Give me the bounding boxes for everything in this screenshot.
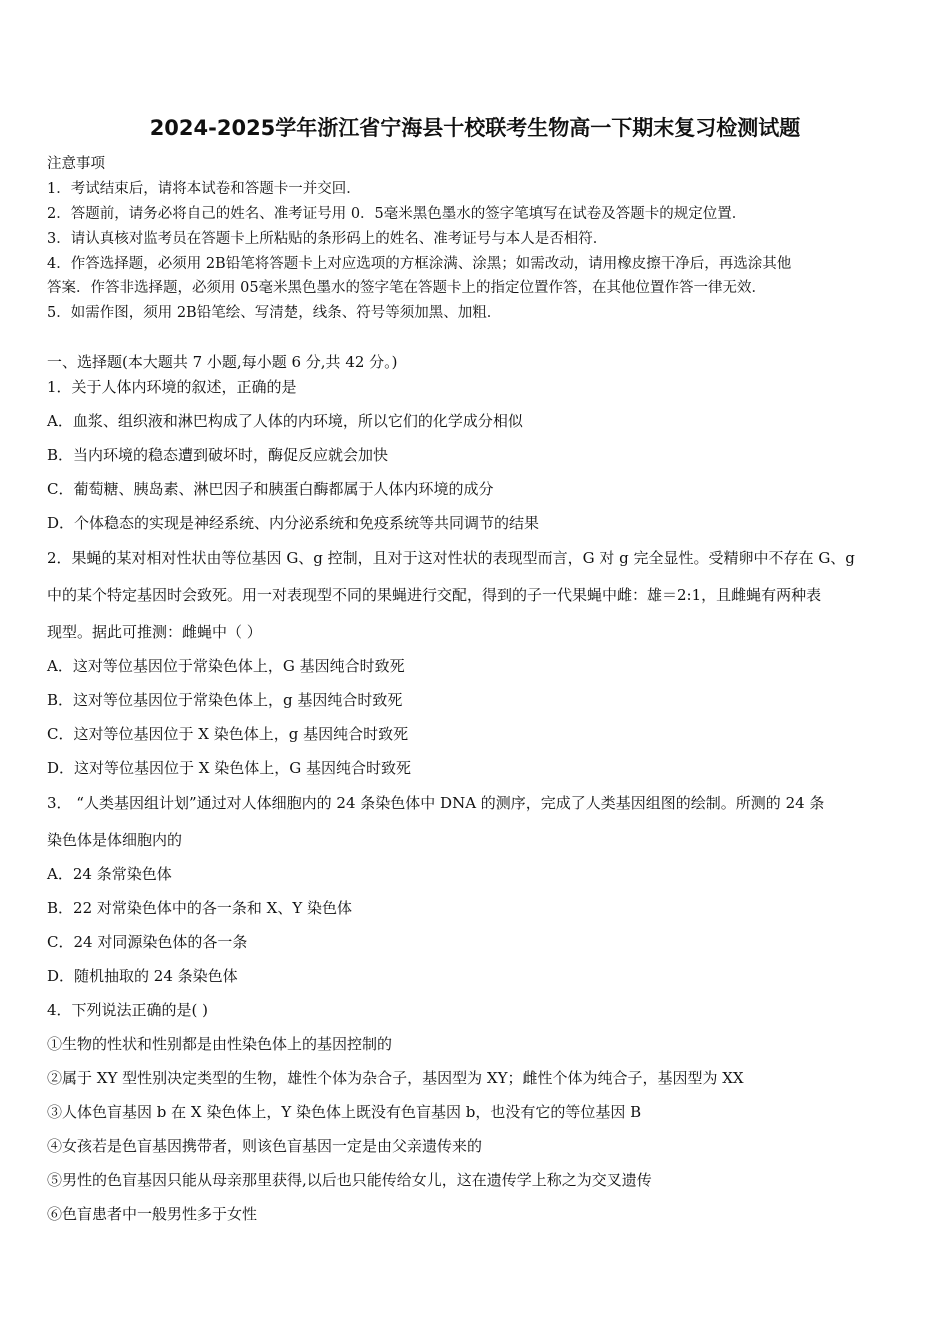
notice-item: 答案．作答非选择题，必须用 05毫米黑色墨水的签字笔在答题卡上的指定位置作答，在其他位置作答一律无效．	[47, 280, 767, 296]
notice-item: 5．如需作图，须用 2B铅笔绘、写清楚，线条、符号等须加黑、加粗．	[47, 305, 502, 321]
notice-item: 2．答题前，请务必将自己的姓名、准考证号用 0．5毫米黑色墨水的签字笔填写在试卷及答题卡的规定位置．	[47, 206, 747, 222]
option-d: D．个体稳态的实现是神经系统、内分泌系统和免疫系统等共同调节的结果	[47, 514, 540, 532]
option-a: A．血浆、组织液和淋巴构成了人体的内环境，所以它们的化学成分相似	[47, 412, 523, 430]
question-stem: 4．下列说法正确的是( )	[47, 1001, 209, 1019]
option-a: A．24 条常染色体	[47, 865, 172, 883]
page-title: 2024-2025学年浙江省宁海县十校联考生物高一下期末复习检测试题	[149, 116, 801, 140]
option-c: C．葡萄糖、胰岛素、淋巴因子和胰蛋白酶都属于人体内环境的成分	[47, 480, 494, 498]
notice-item: 1．考试结束后，请将本试卷和答题卡一并交回．	[47, 181, 361, 197]
option-b: B．22 对常染色体中的各一条和 X、Y 染色体	[47, 899, 352, 917]
section-heading: 一、选择题(本大题共 7 小题,每小题 6 分,共 42 分。)	[47, 353, 398, 371]
notice-item: 4．作答选择题，必须用 2B铅笔将答题卡上对应选项的方框涂满、涂黑；如需改动，请用橡皮擦干净后，再选涂其他	[47, 256, 792, 272]
question-stem: 现型。据此可推测：雌蝇中（ ）	[47, 623, 262, 641]
statement-item: ⑤男性的色盲基因只能从母亲那里获得,以后也只能传给女儿，这在遗传学上称之为交叉遗传	[47, 1171, 652, 1189]
option-d: D．随机抽取的 24 条染色体	[47, 967, 238, 985]
option-b: B．当内环境的稳态遭到破坏时，酶促反应就会加快	[47, 446, 389, 464]
statement-item: ③人体色盲基因 b 在 X 染色体上，Y 染色体上既没有色盲基因 b，也没有它的等位基因 B	[47, 1103, 642, 1121]
question-stem: 1．关于人体内环境的叙述，正确的是	[47, 378, 297, 396]
statement-item: ①生物的性状和性别都是由性染色体上的基因控制的	[47, 1035, 393, 1053]
option-c: C．这对等位基因位于 X 染色体上，g 基因纯合时致死	[47, 725, 409, 743]
statement-item: ④女孩若是色盲基因携带者，则该色盲基因一定是由父亲遗传来的	[47, 1137, 483, 1155]
statement-item: ⑥色盲患者中一般男性多于女性	[47, 1205, 258, 1223]
question-stem: 2．果蝇的某对相对性状由等位基因 G、g 控制，且对于这对性状的表现型而言，G 对 g 完全显性。受精卵中不存在 G、g	[47, 549, 855, 567]
question-stem: 3． “人类基因组计划”通过对人体细胞内的 24 条染色体中 DNA 的测序，完成了人类基因组图的绘制。所测的 24 条	[47, 794, 825, 812]
option-d: D．这对等位基因位于 X 染色体上，G 基因纯合时致死	[47, 759, 411, 777]
question-stem: 染色体是体细胞内的	[47, 831, 183, 849]
option-b: B．这对等位基因位于常染色体上，g 基因纯合时致死	[47, 691, 403, 709]
notice-heading: 注意事项	[47, 156, 105, 172]
option-c: C．24 对同源染色体的各一条	[47, 933, 248, 951]
notice-item: 3．请认真核对监考员在答题卡上所粘贴的条形码上的姓名、准考证号与本人是否相符．	[47, 231, 608, 247]
option-a: A．这对等位基因位于常染色体上，G 基因纯合时致死	[47, 657, 405, 675]
question-stem: 中的某个特定基因时会致死。用一对表现型不同的果蝇进行交配，得到的子一代果蝇中雌：雄＝2:1，且雌蝇有两种表	[47, 586, 822, 604]
statement-item: ②属于 XY 型性别决定类型的生物，雄性个体为杂合子，基因型为 XY；雌性个体为纯合子，基因型为 XX	[47, 1069, 744, 1087]
